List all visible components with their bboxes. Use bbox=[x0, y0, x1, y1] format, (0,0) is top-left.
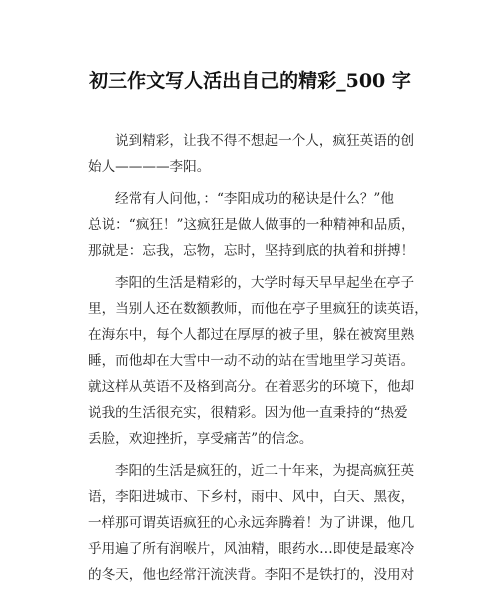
article-title: 初三作文写人活出自己的精彩_500 字 bbox=[89, 70, 411, 92]
text-line: 里，当别人还在数额教师，而他在亭子里疯狂的读英语， bbox=[88, 301, 428, 317]
text-line: 的冬天，他也经常汗流浃背。李阳不是铁打的，没用对 bbox=[88, 567, 415, 583]
text-line: 就这样从英语不及格到高分。在着恶劣的环境下，他却 bbox=[88, 379, 415, 395]
text-line: 说我的生活很充实，很精彩。因为他一直秉持的“热爱 bbox=[88, 405, 408, 421]
text-line: 说到精彩，让我不得不想起一个人，疯狂英语的创 bbox=[115, 133, 415, 149]
text-line: 在海东中，每个人都过在厚厚的被子里，躲在被窝里熟 bbox=[88, 327, 415, 343]
text-line: 李阳的生活是疯狂的，近二十年来，为提高疯狂英 bbox=[115, 463, 415, 479]
text-line: 李阳的生活是精彩的，大学时每天早早起坐在亭子 bbox=[115, 275, 415, 291]
text-line: 那就是：忘我，忘物，忘时，坚持到底的执着和拼搏！ bbox=[88, 243, 415, 259]
text-line: 丢脸，欢迎挫折，享受痛苦”的信念。 bbox=[88, 431, 313, 447]
text-line: 始人————李阳。 bbox=[88, 159, 211, 175]
text-line: 乎用遍了所有润喉片，风油精，眼药水…即使是最寒冷 bbox=[88, 541, 415, 557]
paragraph-3 bbox=[88, 270, 428, 452]
text-line: 一样那可谓英语疯狂的心永远奔腾着！为了讲课，他几 bbox=[88, 515, 415, 531]
text-line: 睡，而他却在大雪中一动不动的站在雪地里学习英语。 bbox=[88, 353, 415, 369]
text-line: 语，李阳进城市、下乡村，雨中、风中，白天、黑夜， bbox=[88, 489, 415, 505]
paragraph-1 bbox=[88, 128, 418, 180]
text-line: 经常有人问他，：“李阳成功的秘诀是什么？”他 bbox=[115, 191, 394, 207]
paragraph-2 bbox=[88, 186, 418, 264]
text-line: 总说：“疯狂！”这疯狂是做人做事的一种精神和品质， bbox=[88, 217, 415, 233]
article-body bbox=[88, 128, 428, 594]
paragraph-4 bbox=[88, 458, 418, 588]
